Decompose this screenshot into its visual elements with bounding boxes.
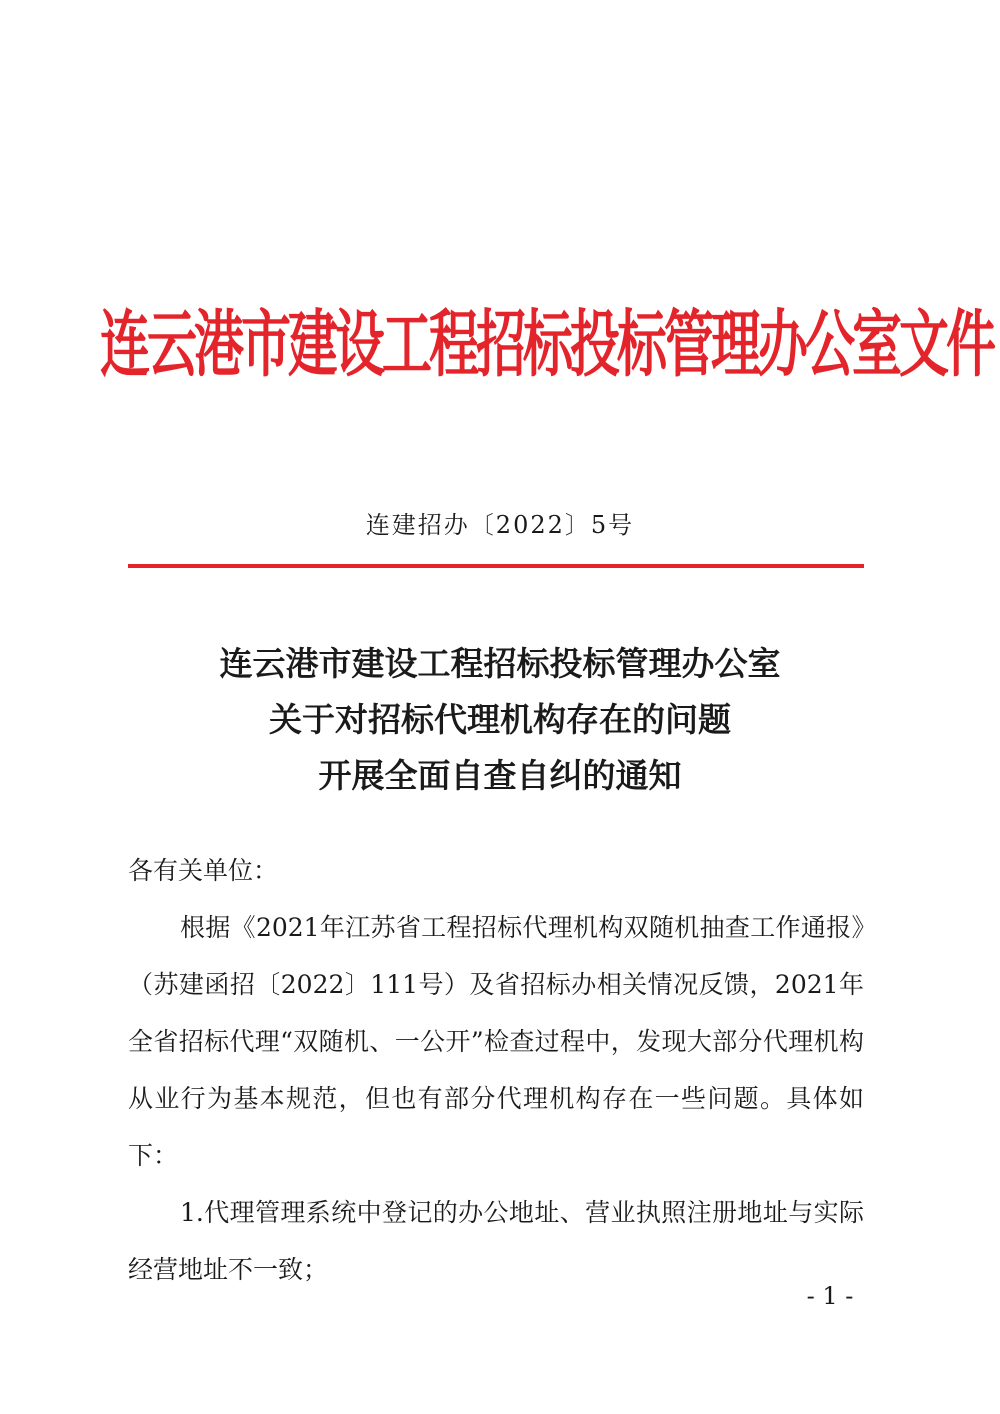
notice-title-line-1: 连云港市建设工程招标投标管理办公室 [219,644,781,683]
notice-title-line-3: 开展全面自查自纠的通知 [318,756,682,795]
salutation: 各有关单位： [128,856,279,885]
notice-title [100,636,900,804]
red-divider-line [128,564,864,568]
document-header-title: 连云港市建设工程招标投标管理办公室文件 [100,302,993,388]
notice-title-line-2: 关于对招标代理机构存在的问题 [269,700,731,739]
paragraph-item-1: 1.代理管理系统中登记的办公地址、营业执照注册地址与实际经营地址不一致； [128,1198,864,1284]
paragraph-intro: 根据《2021年江苏省工程招标代理机构双随机抽查工作通报》（苏建函招〔2022〕111号）及省招标办相关情况反馈，2021年全省招标代理“双随机、一公开”检查过程中，发现大部分代理机构从业行为基本规范，但也有部分代理机构存在一些问题。具体如下： [128,913,864,1170]
notice-body [128,842,864,1298]
page-number: - 1 - [806,1282,854,1310]
document-number: 连建招办〔2022〕5号 [365,511,635,539]
